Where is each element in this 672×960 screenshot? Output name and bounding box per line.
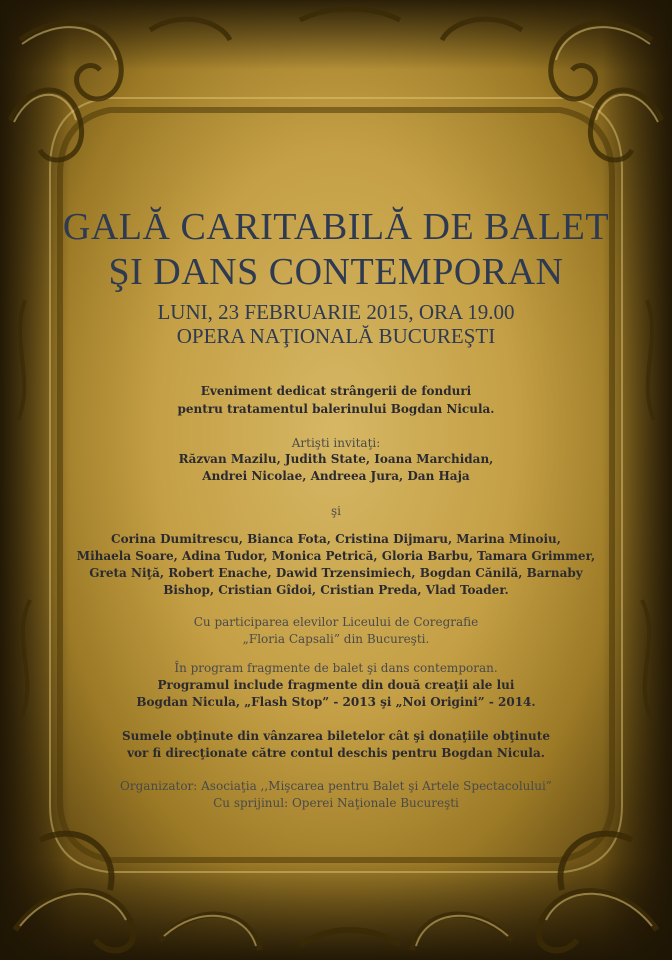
gala-title-line2: ŞI DANS CONTEMPORAN <box>108 251 564 293</box>
students-line2: „Floria Capsali” din Bucureşti. <box>242 632 430 646</box>
dedication-line2: pentru tratamentul balerinului Bogdan Nicula. <box>177 402 495 416</box>
students-line1: Cu participarea elevilor Liceului de Coregrafie <box>193 615 479 629</box>
dedication-line1: Eveniment dedicat strângerii de fonduri <box>200 384 472 398</box>
dancers-line4: Bishop, Cristian Gîdoi, Cristian Preda, Vlad Toader. <box>163 583 509 597</box>
support-line: Cu sprijinul: Operei Naţionale Bucureşti <box>213 796 459 810</box>
dancers-line2: Mihaela Soare, Adina Tudor, Monica Petrică, Gloria Barbu, Tamara Grimmer, <box>76 549 596 563</box>
proceeds-line1: Sumele obţinute din vânzarea biletelor cât şi donaţiile obţinute <box>122 729 550 743</box>
program-line1: În program fragmente de balet şi dans contemporan. <box>174 661 498 675</box>
program-line3: Bogdan Nicula, „Flash Stop” - 2013 şi „Noi Origini” - 2014. <box>136 695 536 709</box>
program-line2: Programul include fragmente din două creaţii ale lui <box>157 678 515 692</box>
guests-line1: Răzvan Mazilu, Judith State, Ioana Marchidan, <box>178 452 494 466</box>
and-word: şi <box>331 504 341 518</box>
proceeds-line2: vor fi direcţionate către contul deschis pentru Bogdan Nicula. <box>127 746 545 760</box>
event-venue: OPERA NAŢIONALĂ BUCUREŞTI <box>176 324 496 348</box>
guests-line2: Andrei Nicolae, Andreea Jura, Dan Haja <box>202 469 470 483</box>
event-date: LUNI, 23 FEBRUARIE 2015, ORA 19.00 <box>157 300 515 324</box>
organizer-line: Organizator: Asociaţia ,,Mişcarea pentru Balet şi Artele Spectacolului” <box>120 779 552 793</box>
dancers-line1: Corina Dumitrescu, Bianca Fota, Cristina Dijmaru, Marina Minoiu, <box>111 532 561 546</box>
gala-title-line1: GALĂ CARITABILĂ DE BALET <box>62 206 610 248</box>
dancers-line3: Greta Niţă, Robert Enache, Dawid Trzensimiech, Bogdan Cănilă, Barnaby <box>89 566 583 580</box>
guests-heading: Artişti invitaţi: <box>291 436 381 450</box>
